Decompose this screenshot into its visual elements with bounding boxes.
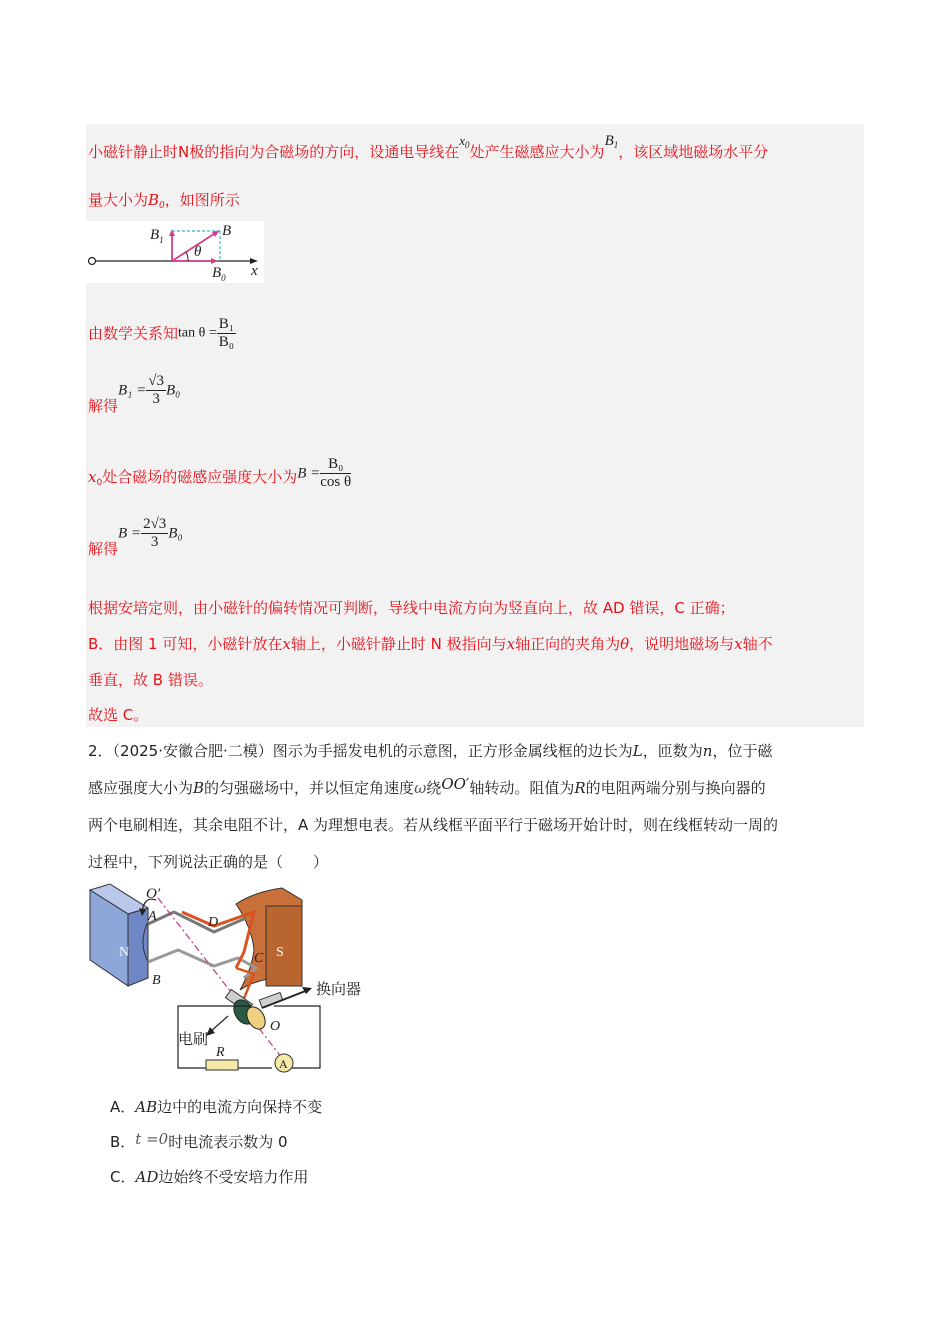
- b-vertex-label: B: [152, 973, 161, 988]
- c-vertex-label: C: [254, 951, 264, 966]
- generator-diagram: [86, 882, 386, 1078]
- o-prime-label: O′: [146, 886, 161, 902]
- a-vertex-label: A: [148, 909, 157, 924]
- question-line-4: 过程中，下列说法正确的是（ ）: [88, 853, 329, 871]
- s-pole-label: S: [276, 945, 284, 960]
- b1-symbol: $B_1$: [604, 133, 619, 150]
- question-line-2: 感应强度大小为B的匀强磁场中，并以恒定角速度ω绕OO′轴转动。阻值为R的电阻两端分别与换向器的: [88, 775, 766, 797]
- text: 解得: [88, 540, 119, 558]
- theta-label: θ: [194, 244, 202, 260]
- text: ，该区域地磁场水平分: [618, 143, 769, 161]
- text: 处产生磁感应大小为: [469, 143, 605, 161]
- brush-label: 电刷: [178, 1032, 209, 1048]
- equation-lhs: B =: [297, 465, 321, 482]
- text: 极的指向为合磁场的方向，设通电导线在: [189, 143, 460, 161]
- answer-line-1: [88, 133, 769, 167]
- option-a[interactable]: A．AB边中的电流方向保持不变: [110, 1098, 323, 1116]
- x0-field-line: [88, 456, 351, 493]
- b-label: B: [222, 223, 232, 239]
- text: 解得: [88, 397, 119, 415]
- x0-symbol: $x_0$: [459, 133, 470, 150]
- b0-label: $B_0$: [212, 265, 226, 283]
- equation-lhs: B₁ =: [118, 382, 147, 399]
- equation-rhs: B₀: [168, 525, 183, 542]
- question-line-3: 两个电刷相连，其余电阻不计，A 为理想电表。若从线框平面平行于磁场开始计时，则在线框转动一周的: [88, 816, 779, 834]
- b1-label: $B_1$: [150, 227, 164, 245]
- resistor-label: R: [216, 1045, 225, 1060]
- text: ，如图所示: [164, 191, 240, 209]
- fraction-b0-cos: $\frac{\text{B₀}}{\text{cos θ}}$: [320, 456, 352, 490]
- text: 由数学关系知: [88, 324, 179, 343]
- n-pole-label: N: [119, 945, 130, 960]
- option-b[interactable]: B．t =0时电流表示数为 0: [110, 1130, 288, 1151]
- text: N: [178, 143, 190, 161]
- ampere-rule-line: 根据安培定则，由小磁针的偏转情况可判断，导线中电流方向为竖直向上，故 AD 错误，C 正确；: [88, 599, 735, 617]
- vector-diagram: [86, 221, 264, 283]
- x-axis-label: x: [251, 263, 258, 279]
- b0-symbol: $B_0$: [148, 191, 165, 211]
- text: 处合磁场的磁感应强度大小为: [102, 468, 298, 486]
- question-line-1: 2．（2025·安徽合肥·二模）图示为手摇发电机的示意图，正方形金属线框的边长为L，匝数为n，位于磁: [88, 742, 773, 760]
- fraction-b1-b0: $\frac{\text{B₁}}{\text{B₀}}$: [218, 316, 234, 350]
- solve-line-2: [88, 516, 183, 559]
- b-explain-line-2: 垂直，故 B 错误。: [88, 671, 213, 689]
- o-label: O: [270, 1019, 281, 1034]
- solve-line-1: [88, 373, 180, 416]
- answer-line-2: [88, 190, 240, 216]
- option-c[interactable]: C．AD边始终不受安培力作用: [110, 1168, 309, 1186]
- fraction-root3-3: $\frac{√3}{3}$: [148, 373, 164, 407]
- equation-rhs: B₀: [166, 382, 181, 399]
- x0-symbol: $x_0$: [88, 468, 103, 488]
- fraction-2root3-3: $\frac{2√3}{3}$: [143, 516, 167, 550]
- choice-line: 故选 C。: [88, 706, 149, 724]
- b-explain-line-1: B．由图 1 可知，小磁针放在x轴上，小磁针静止时 N 极指向与x轴正向的夹角为θ，说明地磁场与x轴不: [88, 635, 773, 653]
- equation-lhs: B =: [118, 525, 142, 542]
- ammeter-label: A: [279, 1057, 288, 1071]
- tan-expression: tan θ =: [178, 325, 217, 341]
- text: 量大小为: [88, 191, 149, 209]
- commutator-label: 换向器: [316, 982, 362, 998]
- math-relation-line: [88, 316, 236, 351]
- d-vertex-label: D: [208, 915, 219, 930]
- text: 小磁针静止时: [88, 143, 179, 161]
